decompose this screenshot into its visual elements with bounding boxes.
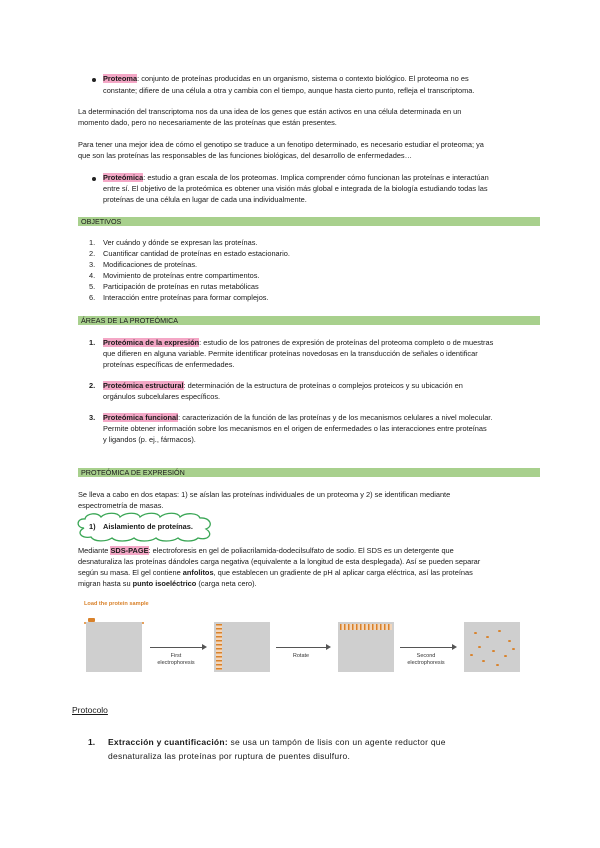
list-number: 2.: [89, 249, 96, 258]
area2-line1: Proteómica estructural: determinación de la estructura de proteínas o complejos proteicos y su ubicación en: [103, 381, 463, 390]
step1-caption: First electrophoresis: [157, 653, 195, 666]
proteoma-line1: Proteoma: conjunto de proteínas producidas en un organismo, sistema o contexto biológico. El proteoma no es: [103, 74, 469, 83]
expresion-heading: PROTEÓMICA DE EXPRESIÓN: [81, 468, 185, 477]
list-number: 1.: [89, 338, 96, 347]
bullet-dot: [92, 177, 96, 181]
protein-spot: [482, 660, 485, 662]
list-number: 1.: [88, 737, 96, 747]
proteomica-term: Proteómica: [103, 173, 144, 182]
list-number: 3.: [89, 260, 96, 269]
proteomica-line2: entre sí. El objetivo de la proteómica es obtener una visión más global e integrada de la biología estudiando todas las: [103, 184, 488, 193]
sdspage-line4: migran hasta su punto isoeléctrico (carga neta cero).: [78, 579, 257, 588]
gel-panel: [464, 622, 520, 672]
sdspage-term: SDS-PAGE: [110, 546, 149, 555]
proteomica-line1: Proteómica: estudio a gran escala de los proteomas. Implica comprender cómo funcionan las proteínas e interactúan: [103, 173, 489, 182]
sdspage-line2: desnaturaliza las proteínas dándoles carga negativa (equivalente a la longitud de esta desplegada). Así se pueden separar: [78, 557, 481, 566]
objetivos-heading: OBJETIVOS: [81, 217, 122, 226]
step-number: 1): [89, 522, 96, 531]
list-item: Ver cuándo y dónde se expresan las proteínas.: [103, 238, 258, 247]
arrow-head-icon: [326, 644, 331, 650]
sdspage-line1: Mediante SDS-PAGE: electroforesis en gel de poliacrilamida-dodecilsulfato de sodio. El SDS es un detergente que: [78, 546, 454, 555]
area3-line3: y ligandos (p. ej., fármacos).: [103, 435, 196, 444]
area1-line2: que difieren en alguna variable. Permite identificar proteínas novedosas en la transducción de señales o identificar: [103, 349, 478, 358]
figure-load-label: Load the protein sample: [84, 601, 149, 607]
list-number: 6.: [89, 293, 96, 302]
list-number: 1.: [89, 238, 96, 247]
protein-spot: [474, 632, 477, 634]
expresion-line2: espectrometría de masas.: [78, 501, 164, 510]
arrow-head-icon: [452, 644, 457, 650]
list-item: Participación de proteínas en rutas metabólicas: [103, 282, 259, 291]
list-item: Movimiento de proteínas entre compartimentos.: [103, 271, 260, 280]
arrow: [400, 647, 452, 648]
area1-line3: proteínas específicas de enfermedades.: [103, 360, 235, 369]
areas-heading: ÁREAS DE LA PROTEÓMICA: [81, 316, 179, 325]
proteomica-line3: proteínas de una célula en lugar de cada una individualmente.: [103, 195, 307, 204]
protein-spot: [504, 655, 507, 657]
step2-caption: Rotate: [292, 653, 310, 659]
protocolo-heading: Protocolo: [72, 705, 108, 715]
proteoma-term: Proteoma: [103, 74, 138, 83]
list-item: Modificaciones de proteínas.: [103, 260, 198, 269]
list-item: Interacción entre proteínas para formar complejos.: [103, 293, 269, 302]
area2-term: Proteómica estructural: [103, 381, 184, 390]
bullet-dot: [92, 78, 96, 82]
para1-line1: La determinación del transcriptoma nos da una idea de los genes que están activos en una célula determinada en un: [78, 107, 462, 116]
list-number: 2.: [89, 381, 96, 390]
protein-spot: [508, 640, 511, 642]
list-number: 4.: [89, 271, 96, 280]
step-label: Aislamiento de proteínas.: [103, 522, 193, 531]
gel-panel: [214, 622, 270, 672]
sdspage-line3: según su masa. El gel contiene anfolitos, que establecen un gradiente de pH al aplicar carga eléctrica, así las proteínas: [78, 568, 473, 577]
protocolo-line1: Extracción y cuantificación: se usa un tampón de lisis con un agente reductor que: [108, 737, 446, 747]
step3-caption: Second electrophoresis: [407, 653, 445, 666]
gel-panel: [86, 622, 142, 672]
area3-line1: Proteómica funcional: caracterización de la función de las proteínas y de los mecanismos celulares a nivel molecular.: [103, 413, 493, 422]
strip-bands: [216, 624, 222, 670]
para1-line2: momento dado, pero no necesariamente de las proteínas que están presentes.: [78, 118, 337, 127]
protein-spot: [486, 636, 489, 638]
protein-spot: [498, 630, 501, 632]
para2-line2: que son las proteínas las responsables de las funciones biológicas, del desarrollo de enfermedades…: [78, 151, 413, 160]
arrow: [276, 647, 326, 648]
list-number: 3.: [89, 413, 96, 422]
protocolo-line2: desnaturaliza las proteínas por ruptura de puentes disulfuro.: [108, 751, 351, 761]
proteoma-line2: constante; difiere de una célula a otra y cambia con el tiempo, aunque hasta cierto punto, refleja el transcriptoma.: [103, 86, 475, 95]
arrow-head-icon: [202, 644, 207, 650]
area3-line2: Permite obtener información sobre los mecanismos en el origen de enfermedades o las interacciones entre proteínas: [103, 424, 487, 433]
area1-line1: Proteómica de la expresión: estudio de los patrones de expresión de proteínas del proteoma completo o de muestras: [103, 338, 494, 347]
area1-term: Proteómica de la expresión: [103, 338, 200, 347]
list-number: 5.: [89, 282, 96, 291]
list-item: Cuantificar cantidad de proteínas en estado estacionario.: [103, 249, 290, 258]
protein-spot: [492, 650, 495, 652]
section-band: [78, 217, 540, 226]
strip-bands: [340, 624, 392, 630]
area2-line2: orgánulos subcelulares específicos.: [103, 392, 221, 401]
para2-line1: Para tener una mejor idea de cómo el genotipo se traduce a un fenotipo determinado, es necesario estudiar el proteoma; ya: [78, 140, 484, 149]
arrow: [150, 647, 202, 648]
protein-spot: [470, 654, 473, 656]
protein-spot: [478, 646, 481, 648]
expresion-line1: Se lleva a cabo en dos etapas: 1) se aíslan las proteínas individuales de un proteoma y 2) se identifican mediante: [78, 490, 451, 499]
protein-spot: [496, 664, 499, 666]
area3-term: Proteómica funcional: [103, 413, 179, 422]
protein-spot: [512, 648, 515, 650]
